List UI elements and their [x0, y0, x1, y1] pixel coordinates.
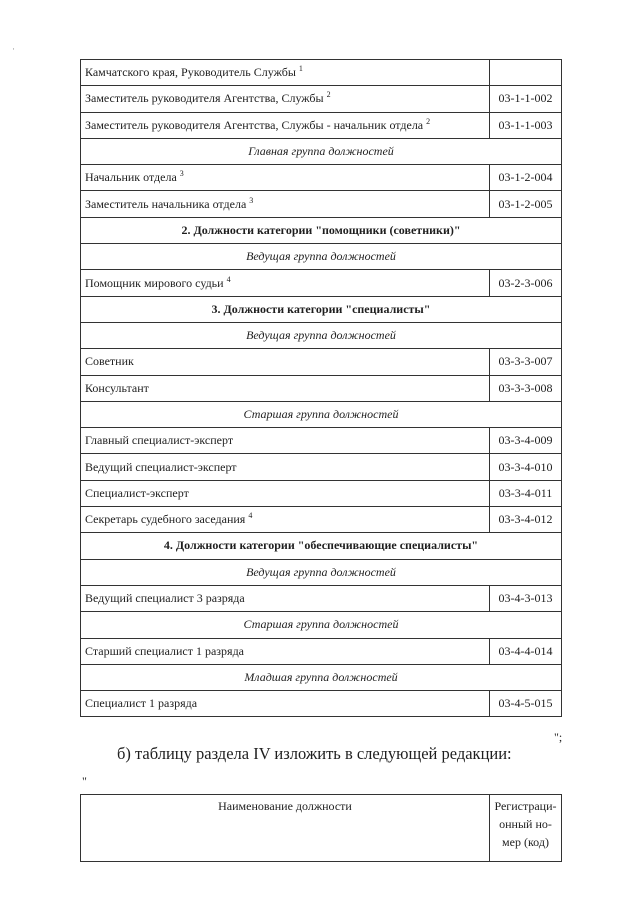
header-code-line: мер (код): [502, 835, 549, 849]
position-name-cell: [81, 691, 490, 717]
position-name-cell: [81, 428, 490, 454]
category-heading: 3. Должности категории "специалисты": [81, 296, 562, 322]
position-name: Главный специалист-эксперт: [85, 433, 234, 448]
header-code-line: Регистраци-: [494, 799, 557, 813]
footnote-mark: 3: [179, 169, 184, 179]
header-code-line: онный но-: [499, 817, 552, 831]
registration-code: 03-1-2-005: [490, 191, 562, 217]
position-name-cell: [81, 191, 490, 217]
position-name: Заместитель начальника отдела: [85, 196, 247, 211]
position-row: [81, 86, 562, 112]
registration-code: 03-3-3-007: [490, 349, 562, 375]
registration-code: 03-3-4-010: [490, 454, 562, 480]
position-name-cell: [81, 86, 490, 112]
registration-code: 03-3-3-008: [490, 375, 562, 401]
position-name: Ведущий специалист 3 разряда: [85, 591, 245, 606]
position-row: [81, 638, 562, 664]
position-name: Консультант: [85, 380, 149, 395]
position-name-cell: [81, 375, 490, 401]
category-row: [81, 296, 562, 322]
position-row: [81, 375, 562, 401]
position-name: Специалист 1 разряда: [85, 696, 198, 711]
position-row: [81, 191, 562, 217]
group-row: [81, 559, 562, 585]
footnote-mark: 1: [298, 64, 303, 74]
position-row: [81, 480, 562, 506]
position-name-cell: [81, 349, 490, 375]
category-row: [81, 217, 562, 243]
registration-code: 03-3-4-009: [490, 428, 562, 454]
group-heading: Ведущая группа должностей: [81, 322, 562, 348]
header-name-cell: Наименование должности: [81, 795, 490, 862]
group-heading: Ведущая группа должностей: [81, 244, 562, 270]
position-row: [81, 428, 562, 454]
position-name: Начальник отдела: [85, 170, 177, 185]
position-name-cell: [81, 112, 490, 138]
group-heading: Ведущая группа должностей: [81, 559, 562, 585]
position-name: Помощник мирового судьи: [85, 275, 224, 290]
position-name: Ведущий специалист-эксперт: [85, 459, 237, 474]
position-row: [81, 112, 562, 138]
position-row: [81, 454, 562, 480]
instruction-paragraph: б) таблицу раздела IV изложить в следующей редакции:: [117, 744, 512, 763]
category-row: [81, 533, 562, 559]
positions-table-body: [81, 60, 562, 717]
position-name-cell: [81, 585, 490, 611]
category-heading: 2. Должности категории "помощники (советники)": [81, 217, 562, 243]
footnote-mark: 4: [226, 274, 231, 284]
group-heading: Старшая группа должностей: [81, 401, 562, 427]
group-heading: Младшая группа должностей: [81, 664, 562, 690]
registration-code: 03-4-4-014: [490, 638, 562, 664]
stray-mark: ·: [12, 44, 15, 54]
footnote-mark: 3: [249, 195, 254, 205]
position-name-cell: [81, 60, 490, 86]
registration-code: 03-1-1-003: [490, 112, 562, 138]
position-name-cell: [81, 480, 490, 506]
registration-code: 03-2-3-006: [490, 270, 562, 296]
position-row: [81, 270, 562, 296]
closing-quote: ";: [554, 730, 563, 744]
footnote-mark: 2: [426, 116, 431, 126]
positions-table: [80, 59, 562, 717]
registration-code: 03-4-5-015: [490, 691, 562, 717]
position-name: Заместитель руководителя Агентства, Службы: [85, 91, 324, 106]
registration-code: 03-4-3-013: [490, 585, 562, 611]
position-name-cell: [81, 454, 490, 480]
group-row: [81, 138, 562, 164]
registration-code: [490, 60, 562, 86]
position-name-cell: [81, 270, 490, 296]
group-row: [81, 401, 562, 427]
category-heading: 4. Должности категории "обеспечивающие специалисты": [81, 533, 562, 559]
position-name: Заместитель руководителя Агентства, Службы - начальник отдела: [85, 117, 424, 132]
position-row: [81, 60, 562, 86]
position-row: [81, 691, 562, 717]
header-row: [81, 795, 562, 862]
group-row: [81, 612, 562, 638]
position-name: Секретарь судебного заседания: [85, 512, 246, 527]
group-row: [81, 664, 562, 690]
header-code-cell: [490, 795, 562, 862]
section-iv-header-table: [80, 794, 562, 862]
position-name: Специалист-эксперт: [85, 485, 189, 500]
footnote-mark: 4: [248, 511, 253, 521]
group-row: [81, 244, 562, 270]
opening-quote: ": [82, 774, 87, 788]
position-name-cell: [81, 165, 490, 191]
position-row: [81, 349, 562, 375]
position-name-cell: [81, 507, 490, 533]
registration-code: 03-3-4-011: [490, 480, 562, 506]
position-row: [81, 507, 562, 533]
footnote-mark: 2: [326, 90, 331, 100]
position-name: Советник: [85, 354, 134, 369]
position-name: Камчатского края, Руководитель Службы: [85, 65, 296, 80]
group-heading: Старшая группа должностей: [81, 612, 562, 638]
registration-code: 03-3-4-012: [490, 507, 562, 533]
group-heading: Главная группа должностей: [81, 138, 562, 164]
registration-code: 03-1-2-004: [490, 165, 562, 191]
position-name: Старший специалист 1 разряда: [85, 643, 244, 658]
position-row: [81, 165, 562, 191]
position-row: [81, 585, 562, 611]
registration-code: 03-1-1-002: [490, 86, 562, 112]
group-row: [81, 322, 562, 348]
position-name-cell: [81, 638, 490, 664]
